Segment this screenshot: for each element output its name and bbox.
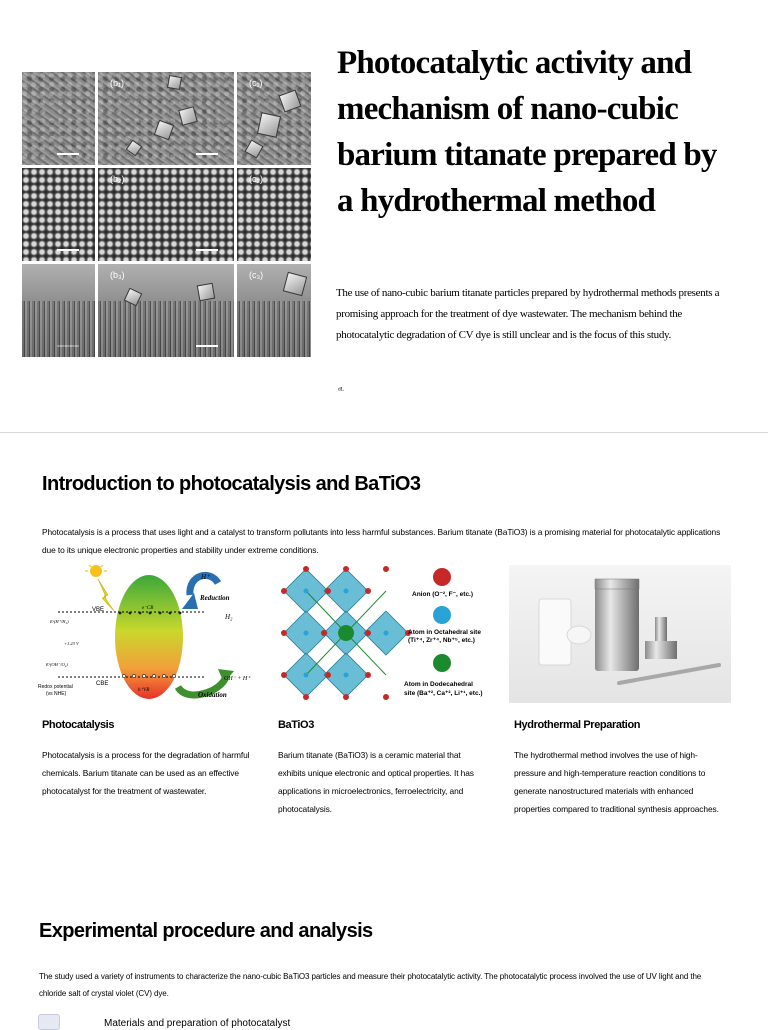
ptfe-liner [539, 599, 571, 665]
label-h2: H₂ [225, 613, 233, 621]
timeline-marker [38, 1014, 60, 1030]
octahedral-legend-icon [433, 606, 451, 624]
label-ecb: e⁻CB [142, 606, 154, 611]
sem-image-a2 [22, 168, 95, 261]
label-e-oh: Eᶜ(OH⁻/O₂) [46, 662, 68, 667]
sem-label: (c₂) [249, 174, 263, 184]
sem-label: (b₃) [110, 270, 125, 280]
cube-particle [197, 283, 216, 302]
timeline-item: Materials and preparation of photocatalyst [104, 1018, 291, 1029]
scale-bar [57, 153, 79, 155]
cube-particle [124, 288, 143, 307]
section-heading: Experimental procedure and analysis [39, 920, 373, 942]
dodecahedral-atom [338, 625, 354, 641]
sem-image-c1 [237, 72, 311, 165]
sem-label: (b₂) [110, 174, 125, 184]
label-oh: OH⁻ + H⁺ [224, 676, 251, 682]
card-body-hydrothermal: The hydrothermal method involves the use of high-pressure and high-temperature reaction conditions to generate nanostructured materials with enhanced properties compared to traditional synthesis approaches. [514, 750, 719, 814]
sem-label: (b₁) [110, 78, 125, 88]
dodecahedral-label: Atom in Dodecahedral [404, 681, 473, 688]
photocatalysis-diagram [38, 565, 260, 703]
cube-particle [178, 106, 198, 126]
card-body-batio3: Barium titanate (BaTiO3) is a ceramic material that exhibits unique electronic and optical properties. It has applications in microelectronics, ferroelectricity, and photocatalysis. [278, 750, 474, 814]
sem-image-c3 [237, 264, 311, 357]
scale-bar [196, 153, 218, 155]
cube-particle [283, 272, 307, 296]
sem-image-a3 [22, 264, 95, 357]
title-slide [0, 0, 768, 433]
section-lead: Photocatalysis is a process that uses light and a catalyst to transform pollutants into less harmful substances. Barium titanate (BaTiO3) is a promising material for photocatalytic applications due to its unique electronic properties and stability under extreme conditions. [42, 527, 721, 555]
cube-particle [126, 140, 143, 157]
autoclave-photo [509, 565, 731, 703]
scale-bar [196, 249, 218, 251]
steel-vessel [595, 579, 639, 671]
card-title-photocatalysis: Photocatalysis [42, 719, 115, 731]
sem-label: (c₃) [249, 270, 264, 280]
scale-bar [57, 345, 79, 347]
small-mark: ᵈᴸ [338, 385, 345, 395]
sem-image-a1 [22, 72, 95, 165]
perovskite-svg [274, 565, 494, 703]
catalyst-particle [115, 575, 183, 699]
page-title: Photocatalytic activity and mechanism of nano-cubic barium titanate prepared by a hydrothermal method [337, 45, 717, 219]
cube-particle [167, 75, 182, 90]
cube-particle [278, 89, 301, 112]
cube-particle [154, 120, 175, 141]
anion-label: Anion (O⁻², F⁻, etc.) [412, 591, 474, 598]
label-hvb: h⁺VB [138, 688, 150, 693]
section-heading: Introduction to photocatalysis and BaTiO3 [42, 473, 421, 495]
card-title-hydrothermal: Hydrothermal Preparation [514, 719, 641, 731]
sem-label: (c₁) [249, 78, 263, 88]
sem-image-grid [22, 72, 310, 360]
steel-cap [645, 641, 677, 659]
label-oxidation: Oxidation [198, 691, 227, 699]
scale-bar [57, 249, 79, 251]
intro-slide [0, 433, 768, 873]
label-vbe: VBE [92, 607, 105, 613]
label-v123: +1.23 V [64, 641, 79, 646]
label-nhe: (vs NHE) [46, 691, 67, 697]
card-body-photocatalysis: Photocatalysis is a process for the degradation of harmful chemicals. Barium titanate can be used as an effective photocatalyst for the treatment of wastewater. [42, 750, 250, 796]
scale-bar [196, 345, 218, 347]
sem-image-b1 [98, 72, 234, 165]
autoclave-svg [509, 565, 731, 703]
label-h-plus: H⁺ [201, 573, 210, 581]
sem-image-c2 [237, 168, 311, 261]
label-cbe: CBE [96, 681, 109, 687]
experimental-slide [0, 880, 768, 1029]
label-redox: Redox potential [38, 684, 73, 690]
sun-icon [85, 565, 107, 577]
octahedral-label: Atom in Octahedral site [408, 629, 481, 636]
label-reduction: Reduction [200, 594, 230, 602]
sem-image-b2 [98, 168, 234, 261]
dodecahedral-legend-icon [433, 654, 451, 672]
cube-particle [244, 139, 263, 158]
band-diagram-svg [38, 565, 260, 703]
anion-legend-icon [433, 568, 451, 586]
perovskite-structure-figure [274, 565, 494, 703]
dodecahedral-examples: site (Ba⁺², Ca⁺², Li⁺¹, etc.) [404, 690, 483, 697]
sem-image-b3 [98, 264, 234, 357]
liner-lid [567, 626, 591, 644]
cube-particle [257, 112, 281, 138]
label-e-h: Eᶜ(H⁺/H₂) [50, 619, 69, 624]
section-lead: The study used a variety of instruments to characterize the nano-cubic BaTiO3 particles and measure their photocatalytic activity. The photocatalytic process involved the use of UV light and the chloride salt of crystal violet (CV) dye. [39, 972, 702, 998]
card-title-batio3: BaTiO3 [278, 719, 314, 731]
octahedral-examples: (Ti⁺⁴, Zr⁺⁴, Nb⁺⁵, etc.) [408, 637, 475, 644]
abstract-text: The use of nano-cubic barium titanate particles prepared by hydrothermal methods presents a promising approach for the treatment of dye wastewater. The mechanism behind the photocatalytic degradation of CV dye is still unclear and is the focus of this study. [336, 287, 720, 341]
